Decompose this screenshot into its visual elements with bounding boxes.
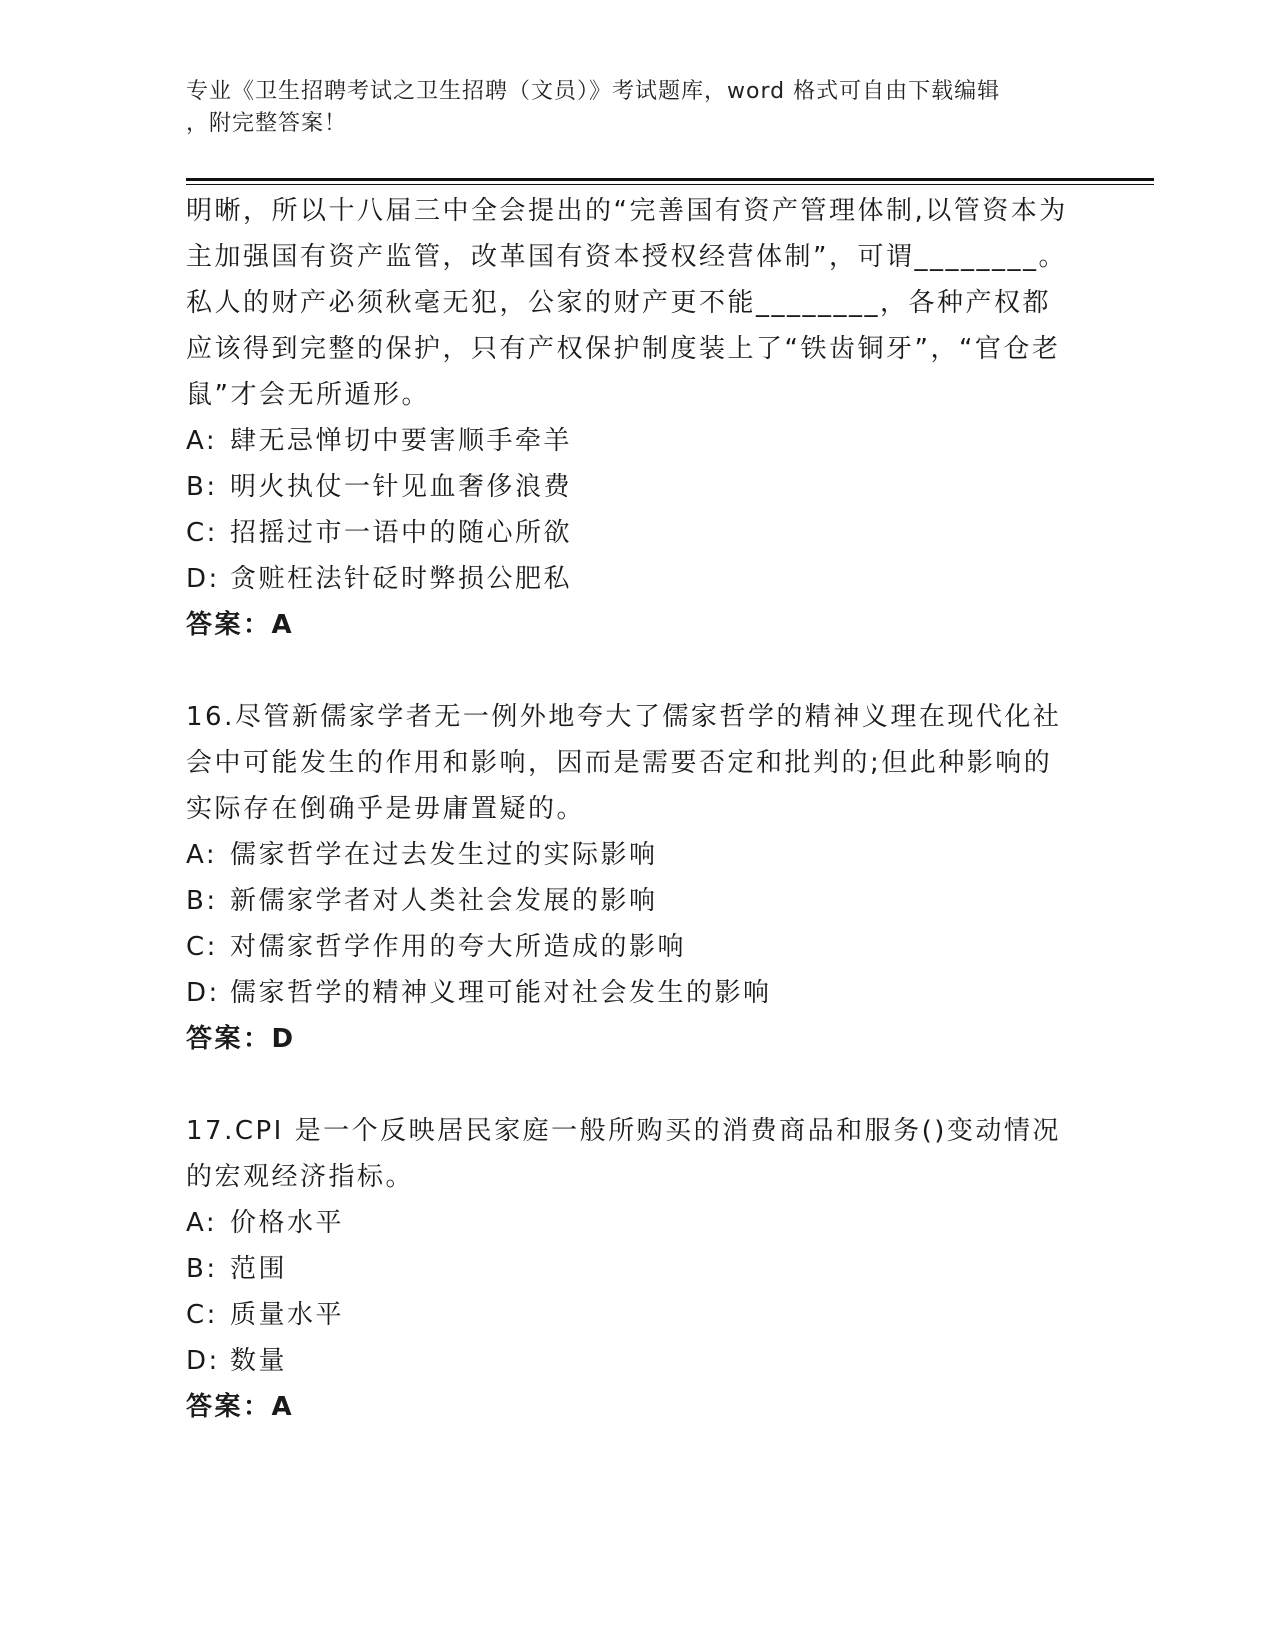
question-stem: 16.尽管新儒家学者无一例外地夸大了儒家哲学的精神义理在现代化社会中可能发生的作用和影响，因而是需要否定和批判的;但此种影响的实际存在倒确乎是毋庸置疑的。 bbox=[186, 702, 1062, 824]
document-header bbox=[186, 76, 1066, 140]
option-c bbox=[186, 1292, 1076, 1338]
option-text: 儒家哲学的精神义理可能对社会发生的影响 bbox=[230, 978, 772, 1008]
option-text: 招摇过市一语中的随心所欲 bbox=[230, 518, 573, 548]
option-d bbox=[186, 556, 1076, 602]
option-text: 儒家哲学在过去发生过的实际影响 bbox=[230, 840, 658, 870]
option-text: 贪赃枉法针砭时弊损公肥私 bbox=[230, 564, 573, 594]
answer-value: D bbox=[271, 1024, 296, 1054]
answer-line bbox=[186, 1016, 1076, 1062]
option-text: 明火执仗一针见血奢侈浪费 bbox=[230, 472, 573, 502]
option-key: D: bbox=[186, 564, 220, 594]
question-17 bbox=[186, 1108, 1076, 1430]
option-text: 新儒家学者对人类社会发展的影响 bbox=[230, 886, 658, 916]
answer-line bbox=[186, 602, 1076, 648]
option-d bbox=[186, 1338, 1076, 1384]
option-key: B: bbox=[186, 886, 218, 916]
option-key: D: bbox=[186, 978, 220, 1008]
option-key: B: bbox=[186, 1254, 218, 1284]
question-stem: 17.CPI 是一个反映居民家庭一般所购买的消费商品和服务()变动情况的宏观经济指标。 bbox=[186, 1116, 1061, 1192]
answer-value: A bbox=[271, 1392, 295, 1422]
header-rule-thin bbox=[186, 184, 1154, 185]
option-text: 数量 bbox=[230, 1346, 288, 1376]
option-d bbox=[186, 970, 1076, 1016]
header-line-2: ，附完整答案！ bbox=[186, 111, 348, 136]
option-key: A: bbox=[186, 1208, 218, 1238]
answer-line bbox=[186, 1384, 1076, 1430]
option-key: C: bbox=[186, 932, 218, 962]
option-key: B: bbox=[186, 472, 218, 502]
option-text: 肆无忌惮切中要害顺手牵羊 bbox=[230, 426, 573, 456]
option-a bbox=[186, 1200, 1076, 1246]
option-b bbox=[186, 1246, 1076, 1292]
question-list bbox=[186, 188, 1076, 1476]
option-key: D: bbox=[186, 1346, 220, 1376]
option-text: 质量水平 bbox=[230, 1300, 345, 1330]
option-c bbox=[186, 924, 1076, 970]
option-a bbox=[186, 418, 1076, 464]
option-a bbox=[186, 832, 1076, 878]
option-text: 对儒家哲学作用的夸大所造成的影响 bbox=[230, 932, 687, 962]
option-key: A: bbox=[186, 840, 218, 870]
option-b bbox=[186, 464, 1076, 510]
question-stem: 明晰，所以十八届三中全会提出的“完善国有资产管理体制,以管资本为主加强国有资产监管，改革国有资本授权经营体制”，可谓________。私人的财产必须秋毫无犯，公家的财产更不能________，各种产权都应该得到完整的保护，只有产权保护制度装上了“铁齿铜牙”，“官仓老鼠”才会无所遁形。 bbox=[186, 196, 1068, 410]
answer-value: A bbox=[271, 610, 295, 640]
option-text: 价格水平 bbox=[230, 1208, 345, 1238]
option-b bbox=[186, 878, 1076, 924]
option-key: A: bbox=[186, 426, 218, 456]
question-16 bbox=[186, 694, 1076, 1062]
answer-label: 答案： bbox=[186, 1392, 272, 1422]
option-text: 范围 bbox=[230, 1254, 288, 1284]
option-c bbox=[186, 510, 1076, 556]
option-key: C: bbox=[186, 1300, 218, 1330]
answer-label: 答案： bbox=[186, 1024, 272, 1054]
question-15-continued bbox=[186, 188, 1076, 648]
option-key: C: bbox=[186, 518, 218, 548]
header-rule-thick bbox=[186, 178, 1154, 181]
answer-label: 答案： bbox=[186, 610, 272, 640]
header-line-1: 专业《卫生招聘考试之卫生招聘（文员）》考试题库，word 格式可自由下载编辑 bbox=[186, 79, 1001, 104]
